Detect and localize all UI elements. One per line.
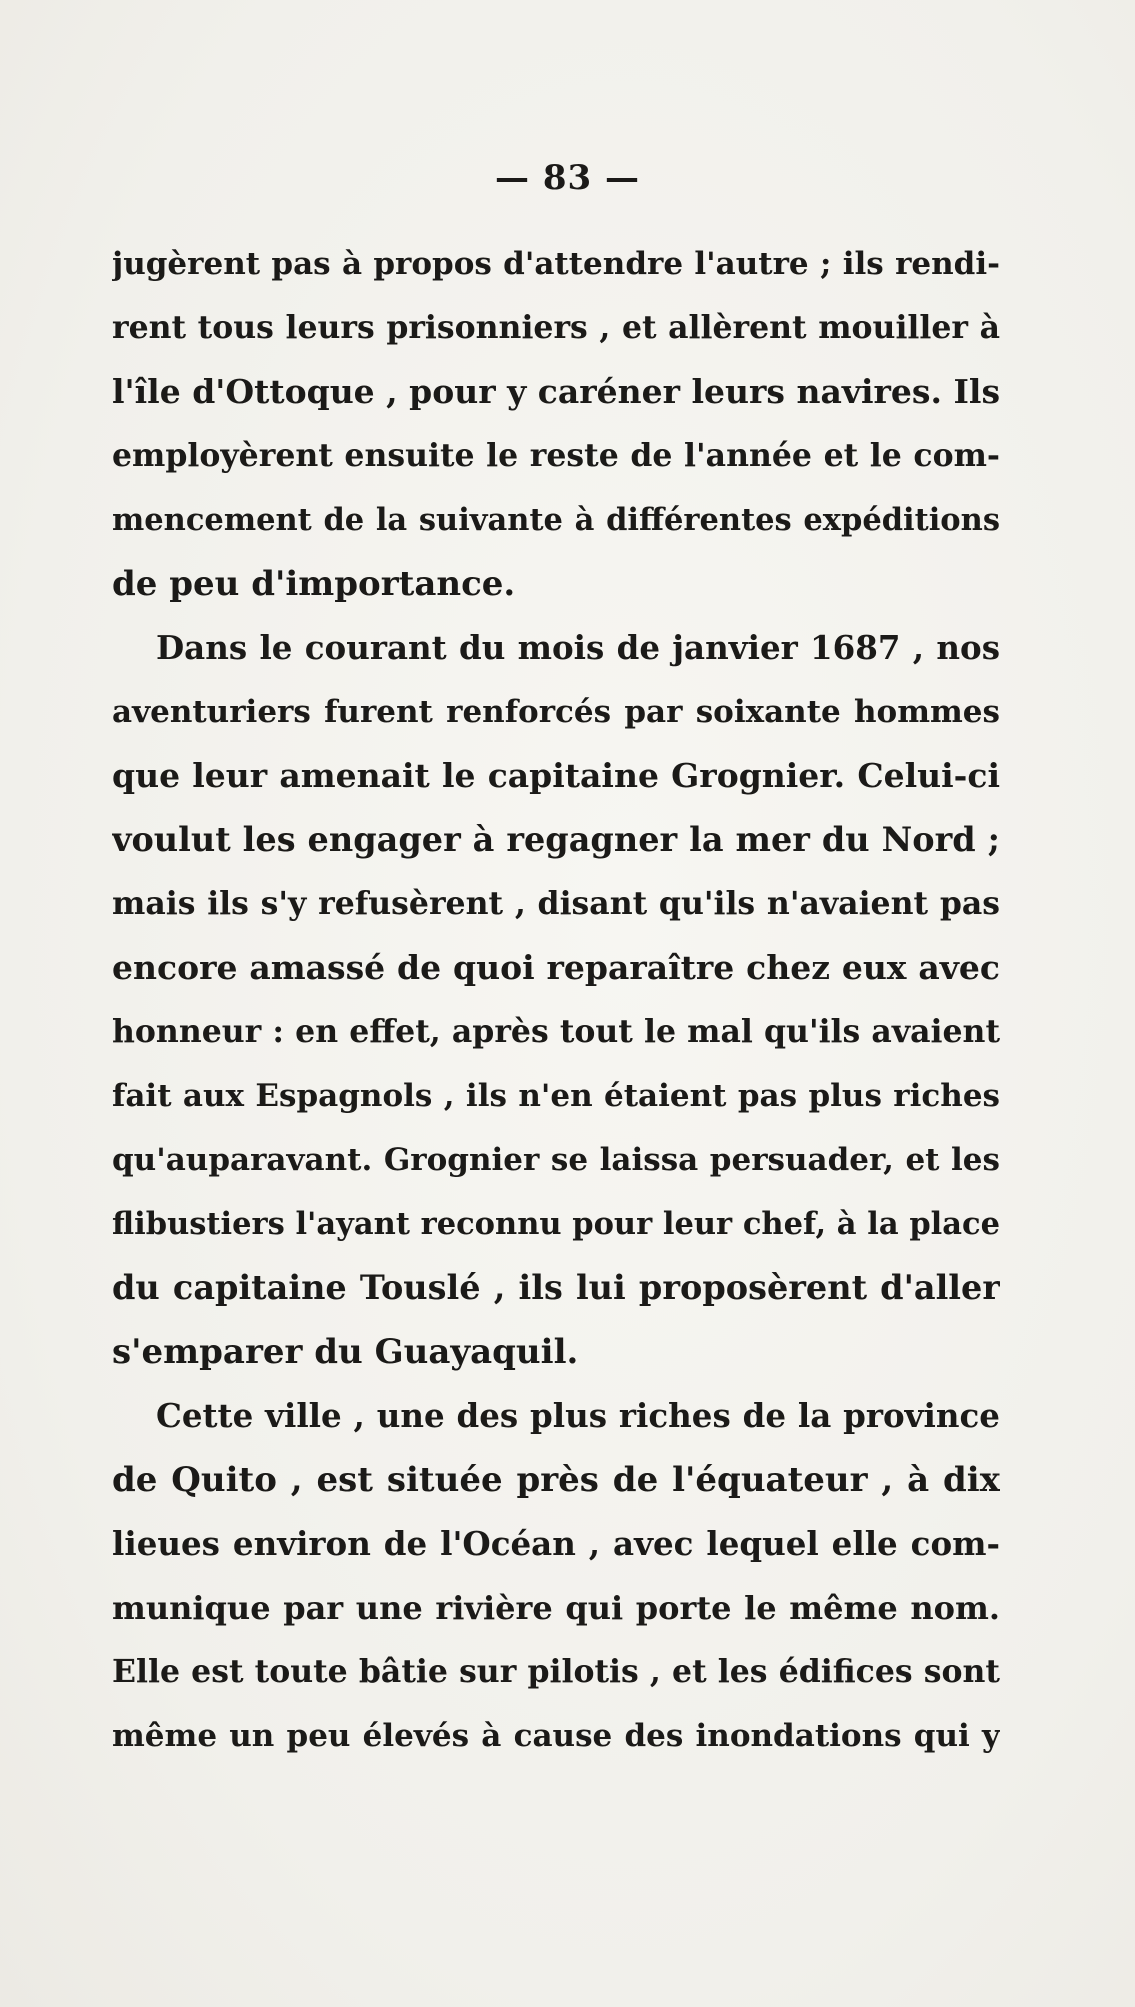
text-line: encore amassé de quoi reparaître chez eux avec <box>112 948 1000 987</box>
text-line: rent tous leurs prisonniers , et allèrent mouiller à <box>112 309 1000 346</box>
text-line: honneur : en effet, après tout le mal qu'ils avaient <box>112 1013 1000 1050</box>
text-line: même un peu élevés à cause des inondations qui y <box>112 1718 1000 1754</box>
text-line: mencement de la suivante à différentes expéditions <box>112 502 1000 538</box>
text-line: l'île d'Ottoque , pour y caréner leurs navires. Ils <box>112 372 1000 411</box>
text-line: qu'auparavant. Grognier se laissa persuader, et les <box>112 1142 1000 1178</box>
text-line: employèrent ensuite le reste de l'année et le com- <box>112 437 1000 474</box>
text-line: de Quito , est située près de l'équateur , à dix <box>112 1460 1000 1500</box>
text-line: lieues environ de l'Océan , avec lequel elle com- <box>112 1524 1000 1563</box>
page-number: — 83 — <box>495 158 640 198</box>
text-line: Dans le courant du mois de janvier 1687 , nos <box>156 628 1000 667</box>
text-line: s'emparer du Guayaquil. <box>112 1332 579 1372</box>
text-line: de peu d'importance. <box>112 564 516 604</box>
text-line: munique par une rivière qui porte le même nom. <box>112 1589 1000 1627</box>
text-line: fait aux Espagnols , ils n'en étaient pas plus riches <box>112 1078 1000 1114</box>
text-line: Elle est toute bâtie sur pilotis , et les édifices sont <box>112 1653 1000 1690</box>
text-line: aventuriers furent renforcés par soixante hommes <box>112 694 1000 730</box>
text-line: Cette ville , une des plus riches de la province <box>156 1396 1000 1435</box>
body-text <box>112 232 1000 1768</box>
text-line: du capitaine Touslé , ils lui proposèrent d'aller <box>112 1268 1000 1307</box>
text-line: voulut les engager à regagner la mer du Nord ; <box>112 820 1000 859</box>
text-line: flibustiers l'ayant reconnu pour leur chef, à la place <box>112 1206 1000 1242</box>
text-line: que leur amenait le capitaine Grognier. Celui-ci <box>112 756 1000 795</box>
text-line: mais ils s'y refusèrent , disant qu'ils n'avaient pas <box>112 885 1000 922</box>
text-line: jugèrent pas à propos d'attendre l'autre ; ils rendi- <box>112 246 1000 282</box>
